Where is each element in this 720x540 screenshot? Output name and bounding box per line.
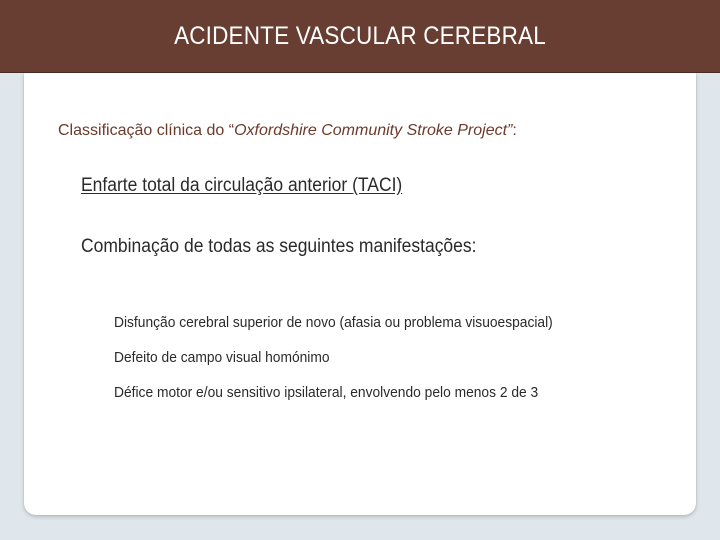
subtitle-emphasis: Oxfordshire Community Stroke Project” <box>234 122 513 139</box>
slide-header <box>0 0 720 73</box>
slide-subtitle <box>58 121 517 141</box>
subtitle-suffix: : <box>512 122 517 139</box>
list-item: Defeito de campo visual homónimo <box>114 349 330 366</box>
subtitle-prefix: Classificação clínica do “ <box>58 122 235 139</box>
slide-title: ACIDENTE VASCULAR CEREBRAL <box>174 22 546 50</box>
list-item: Disfunção cerebral superior de novo (afasia ou problema visuoespacial) <box>114 314 553 331</box>
intro-text: Combinação de todas as seguintes manifestações: <box>81 236 477 257</box>
list-item: Défice motor e/ou sensitivo ipsilateral, envolvendo pelo menos 2 de 3 <box>114 384 539 401</box>
section-heading: Enfarte total da circulação anterior (TACI) <box>81 175 403 196</box>
